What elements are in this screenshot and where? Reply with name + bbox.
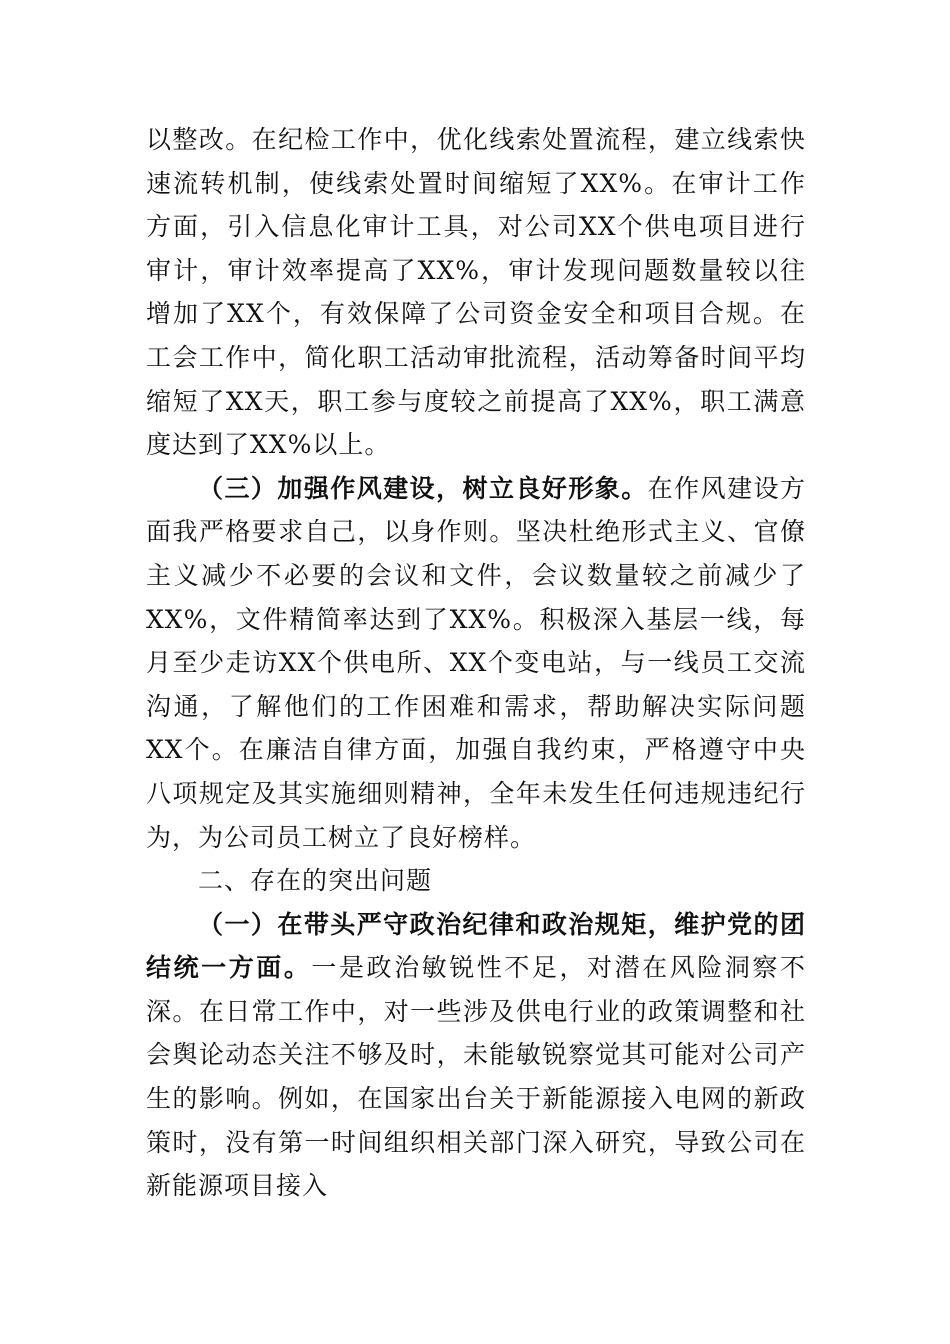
paragraph-text: 一是政治敏锐性不足，对潜在风险洞察不深。在日常工作中，对一些涉及供电行业的政策调整和社会舆论动态关注不够及时，未能敏锐察觉其可能对公司产生的影响。例如，在国家出台关于新能源接入电网的新政策时，没有第一时间组织相关部门深入研究，导致公司在新能源项目接入 (146, 953, 806, 1201)
paragraph-lead: （一）在带头严守政治纪律和政治规矩，维护党的团结统一方面。 (146, 909, 806, 983)
paragraph-text: 在作风建设方面我严格要求自己，以身作则。坚决杜绝形式主义、官僚主义减少不必要的会议和文件，会议数量较之前减少了XX%，文件精简率达到了XX%。积极深入基层一线，每月至少走访XX个供电所、XX个变电站，与一线员工交流沟通，了解他们的工作困难和需求，帮助解决实际问题XX个。在廉洁自律方面，加强自我约束，严格遵守中央八项规定及其实施细则精神，全年未发生任何违规违纪行为，为公司员工树立了良好榜样。 (146, 473, 806, 852)
paragraph-text: 以整改。在纪检工作中，优化线索处置流程，建立线索快速流转机制，使线索处置时间缩短了XX%。在审计工作方面，引入信息化审计工具，对公司XX个供电项目进行审计，审计效率提高了XX%，审计发现问题数量较以往增加了XX个，有效保障了公司资金安全和项目合规。在工会工作中，简化职工活动审批流程，活动筹备时间平均缩短了XX天，职工参与度较之前提高了XX%，职工满意度达到了XX%以上。 (146, 125, 806, 460)
paragraph-continuation (146, 118, 806, 467)
document-body (146, 118, 806, 1208)
paragraph-lead: （三）加强作风建设，树立良好形象。 (198, 473, 648, 503)
section-heading: 二、存在的突出问题 (198, 866, 433, 896)
paragraph-political-discipline (146, 903, 806, 1208)
paragraph-style-building (146, 467, 806, 859)
